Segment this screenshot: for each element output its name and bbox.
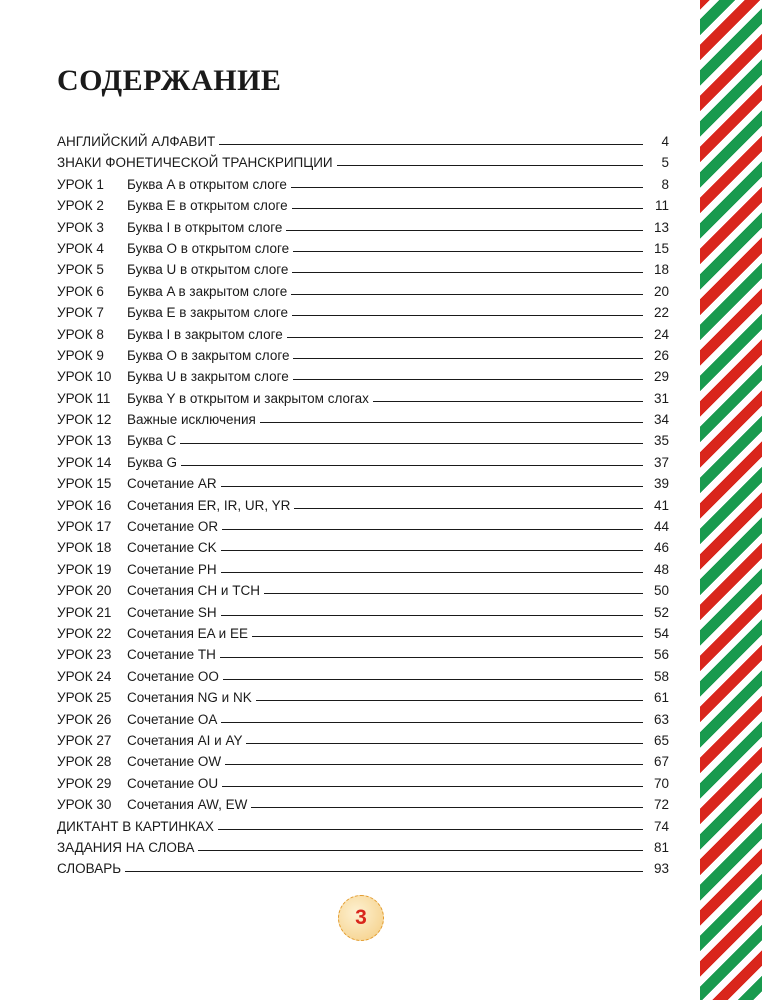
toc-page-number: 56 xyxy=(653,647,669,663)
toc-lesson-number: УРОК 5 xyxy=(57,262,104,278)
toc-page-number: 48 xyxy=(653,561,669,577)
toc-entry-title: Важные исключения xyxy=(127,412,256,428)
toc-row[interactable] xyxy=(57,388,669,409)
toc-row[interactable] xyxy=(57,366,669,387)
toc-lesson-number: УРОК 25 xyxy=(57,690,112,706)
toc-row[interactable] xyxy=(57,559,669,580)
toc-lesson-number: УРОК 2 xyxy=(57,198,104,214)
toc-entry-title: Сочетание SH xyxy=(127,604,217,620)
toc-row[interactable] xyxy=(57,259,669,280)
toc-lesson-number: УРОК 4 xyxy=(57,240,104,256)
toc-leader-line xyxy=(221,485,643,487)
toc-lesson-number: УРОК 9 xyxy=(57,347,104,363)
toc-row[interactable] xyxy=(57,794,669,815)
toc-entry-title: Сочетание OU xyxy=(127,775,219,791)
toc-entry-title: Буква U в закрытом слоге xyxy=(127,369,289,385)
toc-leader-line xyxy=(221,614,643,616)
toc-page-number: 34 xyxy=(653,412,669,428)
toc-leader-line xyxy=(293,357,643,359)
toc-entry-title: Сочетания AW, EW xyxy=(127,797,248,813)
toc-leader-line xyxy=(125,870,643,872)
toc-entry-title: ЗНАКИ ФОНЕТИЧЕСКОЙ ТРАНСКРИПЦИИ xyxy=(57,155,333,171)
toc-leader-line xyxy=(293,250,643,252)
toc-row[interactable] xyxy=(57,687,669,708)
toc-entry-title: Буква I в открытом слоге xyxy=(127,219,283,235)
toc-page-number: 24 xyxy=(653,326,669,342)
toc-page-number: 67 xyxy=(653,754,669,770)
toc-lesson-number: УРОК 22 xyxy=(57,625,112,641)
toc-leader-line xyxy=(252,635,643,637)
toc-entry-title: Буква Y в открытом и закрытом слогах xyxy=(127,390,369,406)
toc-page-number: 4 xyxy=(661,134,669,149)
toc-row[interactable] xyxy=(57,858,669,879)
toc-lesson-number: УРОК 1 xyxy=(57,176,104,192)
toc-row[interactable] xyxy=(57,816,669,837)
toc-page-number: 54 xyxy=(653,625,669,641)
toc-leader-line xyxy=(220,656,643,658)
toc-entry-title: Сочетание OR xyxy=(127,519,219,535)
toc-entry-title: Буква E в закрытом слоге xyxy=(127,305,288,321)
toc-row[interactable] xyxy=(57,217,669,238)
toc-row[interactable] xyxy=(57,516,669,537)
toc-page-number: 65 xyxy=(653,732,669,748)
toc-leader-line xyxy=(221,571,643,573)
toc-leader-line xyxy=(292,271,643,273)
toc-page-number: 72 xyxy=(653,797,669,813)
toc-page-number: 13 xyxy=(653,219,669,235)
toc-page-number: 70 xyxy=(653,775,669,791)
toc-page-number: 22 xyxy=(653,305,669,321)
toc-lesson-number: УРОК 6 xyxy=(57,283,104,299)
toc-lesson-number: УРОК 7 xyxy=(57,305,104,321)
toc-row[interactable] xyxy=(57,602,669,623)
toc-page-number: 18 xyxy=(653,262,669,278)
toc-leader-line xyxy=(225,763,643,765)
toc-row[interactable] xyxy=(57,152,669,173)
page-number: 3 xyxy=(355,906,367,929)
toc-entry-title: Буква E в открытом слоге xyxy=(127,198,288,214)
toc-lesson-number: УРОК 17 xyxy=(57,519,112,535)
toc-page-number: 61 xyxy=(653,690,669,706)
toc-entry-title: Сочетания EA и EE xyxy=(127,625,248,641)
toc-entry-title: Сочетание PH xyxy=(127,561,217,577)
toc-entry-title: Сочетание OW xyxy=(127,754,222,770)
toc-leader-line xyxy=(221,721,643,723)
toc-entry-title: Буква I в закрытом слоге xyxy=(127,326,283,342)
toc-entry-title: Сочетания AI и AY xyxy=(127,732,243,748)
toc-entry-title: Сочетание TH xyxy=(127,647,216,663)
toc-lesson-number: УРОК 11 xyxy=(57,390,111,406)
toc-entry-title: Буква G xyxy=(127,454,177,470)
toc-lesson-number: УРОК 21 xyxy=(57,604,112,620)
toc-lesson-number: УРОК 18 xyxy=(57,540,112,556)
toc-lesson-number: УРОК 8 xyxy=(57,326,104,342)
toc-leader-line xyxy=(222,785,643,787)
toc-page-number: 52 xyxy=(653,604,669,620)
toc-lesson-number: УРОК 14 xyxy=(57,454,112,470)
decorative-stripe-band xyxy=(694,0,762,1000)
toc-entry-title: ДИКТАНТ В КАРТИНКАХ xyxy=(57,818,214,834)
toc-page-number: 11 xyxy=(654,198,669,214)
toc-entry-title: Буква A в открытом слоге xyxy=(127,176,287,192)
toc-row[interactable] xyxy=(57,324,669,345)
toc-page-number: 63 xyxy=(653,711,669,727)
toc-lesson-number: УРОК 16 xyxy=(57,497,112,513)
toc-entry-title: Буква O в закрытом слоге xyxy=(127,347,290,363)
page-number-badge xyxy=(338,895,384,941)
toc-row[interactable] xyxy=(57,666,669,687)
toc-page-number: 20 xyxy=(653,283,669,299)
toc-entry-title: Сочетания CH и TCH xyxy=(127,583,260,599)
toc-lesson-number: УРОК 20 xyxy=(57,583,112,599)
toc-lesson-number: УРОК 24 xyxy=(57,668,112,684)
toc-page-number: 58 xyxy=(653,668,669,684)
toc-page-number: 81 xyxy=(653,839,669,855)
toc-entry-title: АНГЛИЙСКИЙ АЛФАВИТ xyxy=(57,134,216,149)
toc-entry-title: Буква С xyxy=(127,433,177,449)
toc-lesson-number: УРОК 30 xyxy=(57,797,112,813)
toc-page-number: 50 xyxy=(653,583,669,599)
toc-leader-line xyxy=(181,464,643,466)
toc-page-number: 74 xyxy=(653,818,669,834)
toc-page-number: 35 xyxy=(653,433,669,449)
toc-row[interactable] xyxy=(57,131,669,152)
toc-leader-line xyxy=(292,314,643,316)
toc-row[interactable] xyxy=(57,174,669,195)
toc-page-number: 8 xyxy=(661,176,669,192)
stripe-band-edge xyxy=(694,0,700,1000)
toc-lesson-number: УРОК 29 xyxy=(57,775,112,791)
toc-row[interactable] xyxy=(57,730,669,751)
toc-leader-line xyxy=(251,806,643,808)
toc-entry-title: Буква O в открытом слоге xyxy=(127,240,290,256)
toc-row[interactable] xyxy=(57,430,669,451)
toc-row[interactable] xyxy=(57,773,669,794)
toc-row[interactable] xyxy=(57,495,669,516)
toc-entry-title: Буква A в закрытом слоге xyxy=(127,283,288,299)
toc-leader-line xyxy=(218,828,643,830)
toc-leader-line xyxy=(221,549,643,551)
toc-leader-line xyxy=(222,528,643,530)
toc-leader-line xyxy=(373,400,643,402)
toc-leader-line xyxy=(294,507,643,509)
toc-lesson-number: УРОК 10 xyxy=(57,369,112,385)
toc-entry-title: Сочетание AR xyxy=(127,476,217,492)
toc-leader-line xyxy=(293,378,643,380)
toc-entry-title: ЗАДАНИЯ НА СЛОВА xyxy=(57,839,195,855)
toc-entry-title: Сочетание CK xyxy=(127,540,217,556)
toc-entry-title: Сочетания ER, IR, UR, YR xyxy=(127,497,291,513)
toc-page-number: 37 xyxy=(653,454,669,470)
toc-row[interactable] xyxy=(57,580,669,601)
toc-row[interactable] xyxy=(57,195,669,216)
toc-lesson-number: УРОК 19 xyxy=(57,561,112,577)
toc-page-number: 46 xyxy=(653,540,669,556)
toc-row[interactable] xyxy=(57,837,669,858)
toc-page-number: 44 xyxy=(653,519,669,535)
toc-leader-line xyxy=(337,164,643,166)
toc-leader-line xyxy=(264,592,643,594)
toc-lesson-number: УРОК 27 xyxy=(57,732,112,748)
toc-row[interactable] xyxy=(57,623,669,644)
toc-entry-title: СЛОВАРЬ xyxy=(57,861,122,877)
toc-leader-line xyxy=(219,143,643,145)
toc-lesson-number: УРОК 23 xyxy=(57,647,112,663)
toc-entry-title: Буква U в открытом слоге xyxy=(127,262,289,278)
toc-lesson-number: УРОК 12 xyxy=(57,412,112,428)
toc-leader-line xyxy=(180,442,643,444)
toc-leader-line xyxy=(291,293,643,295)
toc-page-number: 93 xyxy=(653,861,669,877)
toc-entry-title: Сочетания NG и NK xyxy=(127,690,252,706)
toc-page-number: 41 xyxy=(653,497,669,513)
toc-row[interactable] xyxy=(57,709,669,730)
toc-row[interactable] xyxy=(57,281,669,302)
toc-leader-line xyxy=(292,207,643,209)
toc-row[interactable] xyxy=(57,537,669,558)
toc-page-number: 31 xyxy=(653,390,669,406)
toc-row[interactable] xyxy=(57,238,669,259)
toc-page-number: 26 xyxy=(653,347,669,363)
table-of-contents xyxy=(57,131,669,880)
toc-leader-line xyxy=(287,336,643,338)
toc-page-number: 39 xyxy=(653,476,669,492)
toc-row[interactable] xyxy=(57,644,669,665)
toc-row[interactable] xyxy=(57,452,669,473)
toc-row[interactable] xyxy=(57,302,669,323)
toc-page-number: 29 xyxy=(653,369,669,385)
toc-lesson-number: УРОК 15 xyxy=(57,476,112,492)
toc-leader-line xyxy=(198,849,643,851)
toc-leader-line xyxy=(260,421,643,423)
toc-row[interactable] xyxy=(57,409,669,430)
toc-row[interactable] xyxy=(57,473,669,494)
toc-row[interactable] xyxy=(57,751,669,772)
toc-lesson-number: УРОК 3 xyxy=(57,219,104,235)
toc-leader-line xyxy=(256,699,643,701)
page-title: СОДЕРЖАНИЕ xyxy=(57,64,282,97)
toc-lesson-number: УРОК 13 xyxy=(57,433,112,449)
toc-page-number: 5 xyxy=(661,155,669,171)
toc-leader-line xyxy=(223,678,643,680)
toc-leader-line xyxy=(246,742,643,744)
toc-lesson-number: УРОК 28 xyxy=(57,754,112,770)
toc-entry-title: Сочетание OA xyxy=(127,711,218,727)
toc-leader-line xyxy=(286,229,643,231)
toc-lesson-number: УРОК 26 xyxy=(57,711,112,727)
toc-row[interactable] xyxy=(57,345,669,366)
toc-entry-title: Сочетание OO xyxy=(127,668,219,684)
toc-page-number: 15 xyxy=(653,240,669,256)
toc-leader-line xyxy=(291,186,643,188)
